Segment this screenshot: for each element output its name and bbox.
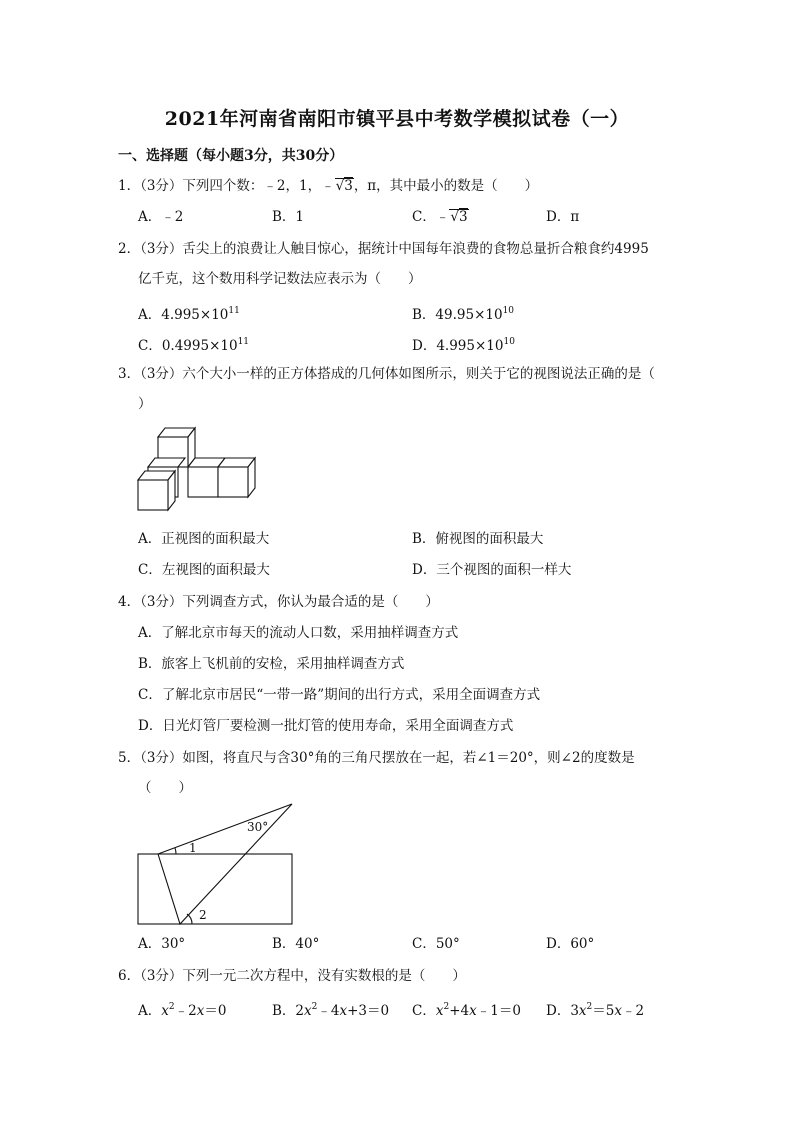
angle-2-label: 2 (199, 908, 207, 922)
section-heading: 一、选择题（每小题3分，共30分） (118, 148, 344, 164)
q4-option-d[interactable]: D．日光灯管厂要检测一批灯管的使用寿命，采用全面调查方式 (138, 718, 514, 734)
cube-figure (130, 420, 270, 520)
q2-option-b[interactable]: B．$49.95\times 10^{10}$ (412, 306, 515, 323)
q5-option-b[interactable]: B．40° (272, 936, 320, 952)
q1-option-b[interactable]: B．1 (272, 209, 305, 225)
question-4-stem: 4．（3分）下列调查方式，你认为最合适的是（ ） (118, 594, 439, 610)
q1-option-a[interactable]: A．﹣2 (138, 209, 184, 225)
question-5-stem-line2: （ ） (138, 780, 192, 796)
q4-option-c[interactable]: C．了解北京市居民“一带一路”期间的出行方式，采用全面调查方式 (138, 687, 541, 703)
q3-option-d[interactable]: D．三个视图的面积一样大 (412, 562, 572, 578)
q1-option-d[interactable]: D．π (546, 209, 580, 225)
q5-option-a[interactable]: A．30° (138, 936, 186, 952)
page-title: 2021年河南省南阳市镇平县中考数学模拟试卷（一） (164, 108, 630, 130)
q4-option-b[interactable]: B．旅客上飞机前的安检，采用抽样调查方式 (138, 656, 405, 672)
ruler-triangle-figure (130, 798, 300, 930)
question-2-stem-line2: 亿千克，这个数用科学记数法应表示为（ ） (138, 271, 422, 287)
q3-option-a[interactable]: A．正视图的面积最大 (138, 531, 270, 547)
question-1-stem: 1．（3分）下列四个数：﹣2，1，﹣√3，π，其中最小的数是（ ） (118, 178, 539, 194)
q5-option-d[interactable]: D．60° (546, 936, 595, 952)
angle-30-label: 30° (247, 820, 269, 834)
question-3-stem-line2: ） (138, 396, 152, 412)
q6-option-b[interactable]: B．$2x^2﹣4x+3=0$ (272, 1002, 390, 1019)
q3-option-b[interactable]: B．俯视图的面积最大 (412, 531, 544, 547)
sqrt-symbol: √3 (450, 209, 468, 225)
question-2-stem-line1: 2．（3分）舌尖上的浪费让人触目惊心，据统计中国每年浪费的食物总量折合粮食约4995 (118, 241, 649, 257)
q6-option-c[interactable]: C．$x^2+4x﹣1=0$ (412, 1002, 521, 1019)
q2-option-c[interactable]: C．$0.4995\times 10^{11}$ (138, 337, 250, 354)
question-5-stem-line1: 5．（3分）如图，将直尺与含30°角的三角尺摆放在一起，若∠1＝20°，则∠2的度数是 (118, 750, 635, 766)
q3-option-c[interactable]: C．左视图的面积最大 (138, 562, 270, 578)
sqrt-symbol: √3 (335, 178, 353, 194)
q4-option-a[interactable]: A．了解北京市每天的流动人口数，采用抽样调查方式 (138, 625, 459, 641)
triangle (158, 804, 292, 924)
q6-option-a[interactable]: A．$x^2﹣2x=0$ (138, 1002, 227, 1019)
q6-option-d[interactable]: D．$3x^2=5x﹣2$ (546, 1002, 645, 1019)
question-6-stem: 6．（3分）下列一元二次方程中，没有实数根的是（ ） (118, 968, 466, 984)
q2-option-a[interactable]: A．$4.995\times 10^{11}$ (138, 306, 240, 323)
question-3-stem-line1: 3．（3分）六个大小一样的正方体搭成的几何体如图所示，则关于它的视图说法正确的是（ (118, 366, 655, 382)
q1-option-c[interactable]: C．﹣√3 (412, 209, 468, 225)
q5-option-c[interactable]: C．50° (412, 936, 460, 952)
angle-1-label: 1 (189, 841, 197, 855)
q2-option-d[interactable]: D．$4.995\times 10^{10}$ (412, 337, 515, 354)
